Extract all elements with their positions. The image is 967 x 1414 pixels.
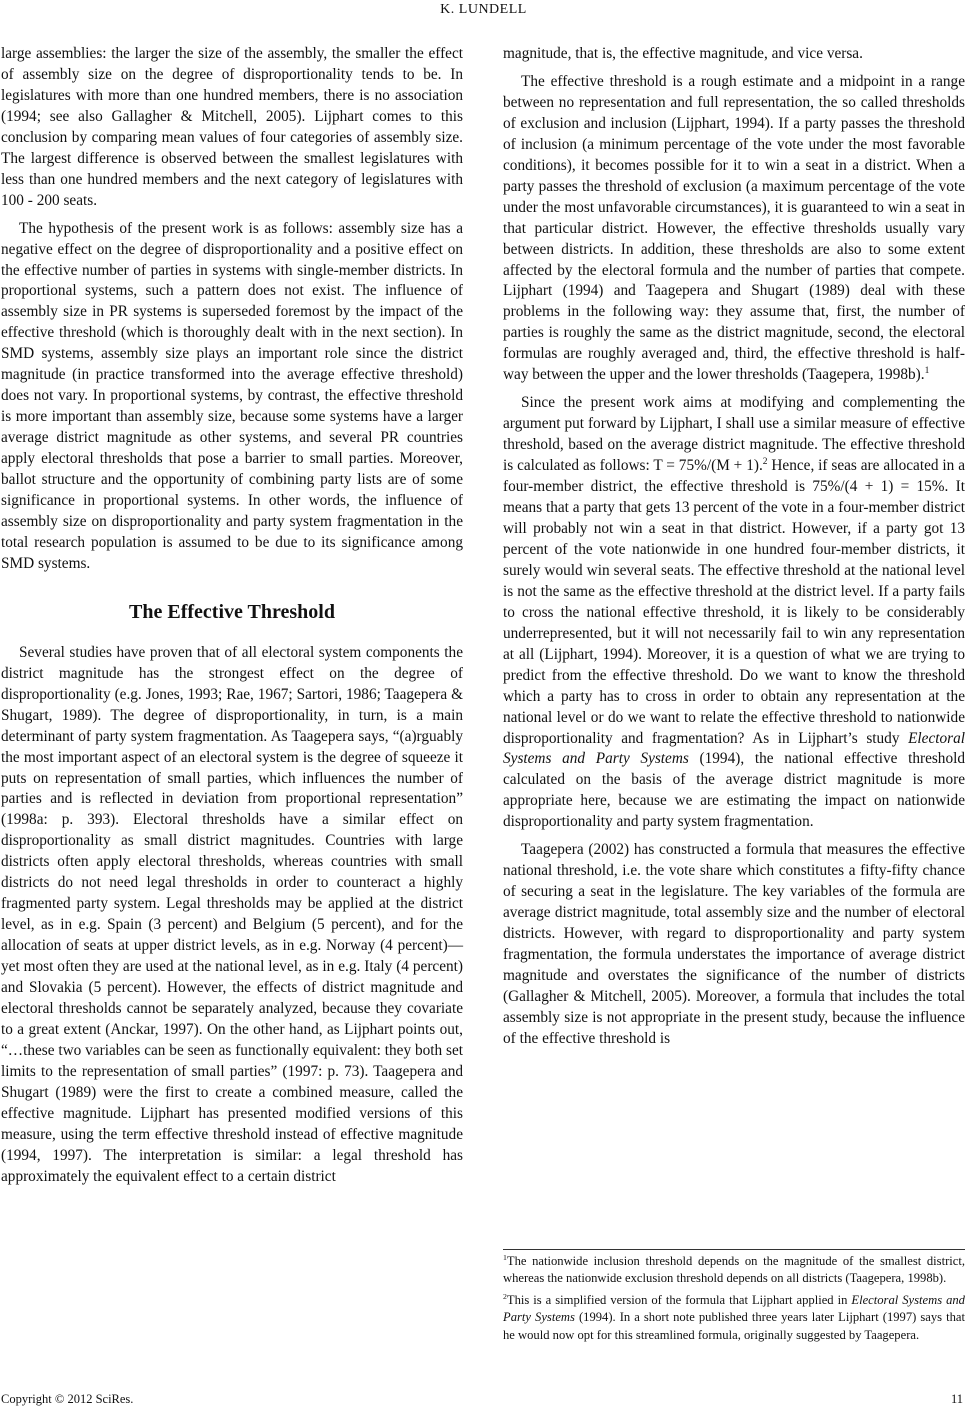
paragraph-text: The effective threshold is a rough estimate and a midpoint in a range between no representation and full representation, the so called thresholds of exclusion and inclusion (Lijphart, 1994). If a party passes the threshold of inclusion (a minimum percentage of the vote under the most favorable conditions), it becomes possible for it to win a seat in a district. When a party passes the threshold of exclusion (a maximum percentage of the vote under the most unfavorable circumstances), it is guaranteed to win a seat in that particular district. However, the effective thresholds usually vary between districts. In addition, these thresholds are also to some extent affected by the electoral formula and the number of parties that compete. Lijphart (1994) and Taagepera and Shugart (1989) deal with these problems in the following way: they assume that, first, the number of parties is roughly the same as the district magnitude, second, the electoral formulas are roughly averaged and, third, the effective threshold is half-way between the upper and the lower thresholds (Taagepera, 1998b). [503,72,965,384]
footnote-text: This is a simplified version of the formula that Lijphart applied in [506,1292,852,1307]
footnote-text: The nationwide inclusion threshold depends on the magnitude of the smallest district, whereas the nationwide exclusion threshold depends on all districts (Taagepera, 1998b). [503,1254,965,1286]
footnote-text: (1994). In a short note published three years later Lijphart (1997) says that he would now opt for this streamlined formula, originally suggested by Taagepera. [503,1310,966,1342]
footnote-ref: 2 [762,457,768,468]
copyright-notice: Copyright © 2012 SciRes. [1,1392,134,1406]
body-paragraph: Several studies have proven that of all electoral system components the district magnitude has the strongest effect on the degree of disproportionality (e.g. Jones, 1993; Rae, 1967; Sartori, 1986; Taagepera & Shugart, 1989). The degree of disproportionality, in turn, is a main determinant of party system fragmentation. As Taagepera says, “(a)rguably the most important aspect of an electoral system is the degree of squeeze it puts on representation of small parties, which influences the number of parties and is reflected in deviation from proportional representation” (1998a: p. 393). Electoral thresholds have a similar effect on disproportionality as small district magnitudes. Countries with large districts often apply electoral thresholds, whereas countries with small districts do not need legal thresholds in order to counteract a highly fragmented party system. Legal thresholds may be applied at the district level, as in e.g. Spain (3 percent) and Belgium (5 percent), and for the allocation of seats at upper district levels, as in e.g. Norway (4 percent)—yet most often they are used at the national level, as in e.g. Italy (4 percent) and Slovakia (5 percent). However, the effects of district magnitude and electoral thresholds cannot be separately analyzed, because they covariate to a great extent (Anckar, 1997). On the other hand, as Lijphart points out, “…these two variables can be seen as functionally equivalent: they both set limits to the representation of small parties” (1997: p. 73). Taagepera and Shugart (1989) were the first to create a combined measure, called the effective magnitude. Lijphart has presented modified versions of this measure, using the term effective threshold instead of effective magnitude (1994, 1997). The interpretation is similar: a legal threshold has approximately the equivalent effect to a certain district [1,643,463,1185]
body-paragraph [503,72,965,386]
body-paragraph: Taagepera (2002) has constructed a formula that measures the effective national threshold, i.e. the vote share which constitutes a fifty-fifty chance of securing a seat in the legislature. The key variables of the formula are average district magnitude, total assembly size and the number of electoral districts. However, with regard to disproportionality and party system fragmentation, the formula understates the importance of average district magnitude and overstates the significance of the number of districts (Gallagher & Mitchell, 2005). Moreover, a formula that includes the total assembly size is not appropriate in the present study, because the influence of the effective threshold is [503,841,965,1047]
body-paragraph: The hypothesis of the present work is as follows: assembly size has a negative effect on the degree of disproportionality and a positive effect on the effective number of parties in systems with single-member districts. In proportional systems, such a pattern does not exist. The influence of assembly size in PR systems is superseded foremost by the impact of the effective threshold (which is thoroughly dealt with in the next section). In SMD systems, assembly size plays an important role since the district magnitude (in practice transformed into the average effective threshold) does not vary. In proportional systems, by contrast, the effective threshold is more important than assembly size, because some systems have a larger average district magnitude as other systems, and several PR countries apply electoral thresholds that pose a barrier to small parties. Moreover, ballot structure and the opportunity of combining party lists are of some significance in proportional systems. In other words, the influence of assembly size on disproportionality and party system fragmentation in the total research population is assumed to be due to its significance among SMD systems. [1,219,463,572]
section-heading: The Effective Threshold [129,600,335,623]
body-paragraph: magnitude, that is, the effective magnitude, and vice versa. [503,45,863,62]
footnotes [503,1253,965,1344]
left-column [1,44,463,1188]
footnote-mark: 1 [503,1252,507,1262]
footnote-ref: 1 [924,366,930,377]
paragraph-text: Hence, if seas are allocated in a four-member district, the effective threshold is 75%/(4 + 1) = 15%. It means that a party that gets 13 percent of the vote in a four-member district will probably not win a seat in that district. However, if a party got 13 percent of the vote nationwide in one hundred four-member districts, it surely would win several seats. The effective threshold at the national level is not the same as the effective threshold at the district level. If a party fails to cross the national effective threshold, it is likely to be considerably underrepresented, but it will not necessarily fail to win any representation at all (Lijphart, 1994). Moreover, it is a question of what we are trying to predict from the effective threshold. Do we want to know the threshold which a party has to cross in order to obtain any representation at the national level or do we want to relate the effective threshold to nationwide disproportionality and fragmentation? As in Lijphart’s study [503,457,965,747]
footnote-mark: 2 [503,1291,507,1301]
page-number: 11 [950,1392,963,1406]
paragraph-text: Since the present work aims at modifying and complementing the argument put forward by Lijphart, I shall use a similar measure of effective threshold, based on the average district magnitude. The effective threshold is calculated as follows: T = 75%/(M + 1). [503,394,965,475]
running-head: K. LUNDELL [440,2,527,17]
book-title: Electoral Systems and Party Systems [503,1292,965,1325]
book-title: Electoral Systems and Party Systems [503,729,965,768]
footnote-rule [503,1249,965,1250]
body-paragraph [503,393,965,833]
footnote-1 [503,1253,965,1288]
right-column [503,44,965,1050]
footnote-2 [503,1292,965,1344]
paragraph-text: (1994), the national effective threshold calculated on the basis of the average district magnitude is more appropriate here, because we are estimating the impact on nationwide disproportionality and party system fragmentation. [503,750,966,831]
body-paragraph: large assemblies: the larger the size of the assembly, the smaller the effect of assembly size on the degree of disproportionality tends to be. In legislatures with more than one hundred members, there is no association (1994; see also Gallagher & Mitchell, 2005). Lijphart comes to this conclusion by comparing mean values of four categories of assembly size. The largest difference is observed between the smallest legislatures with less than one hundred members and the next category of legislatures with 100 - 200 seats. [1,45,463,209]
